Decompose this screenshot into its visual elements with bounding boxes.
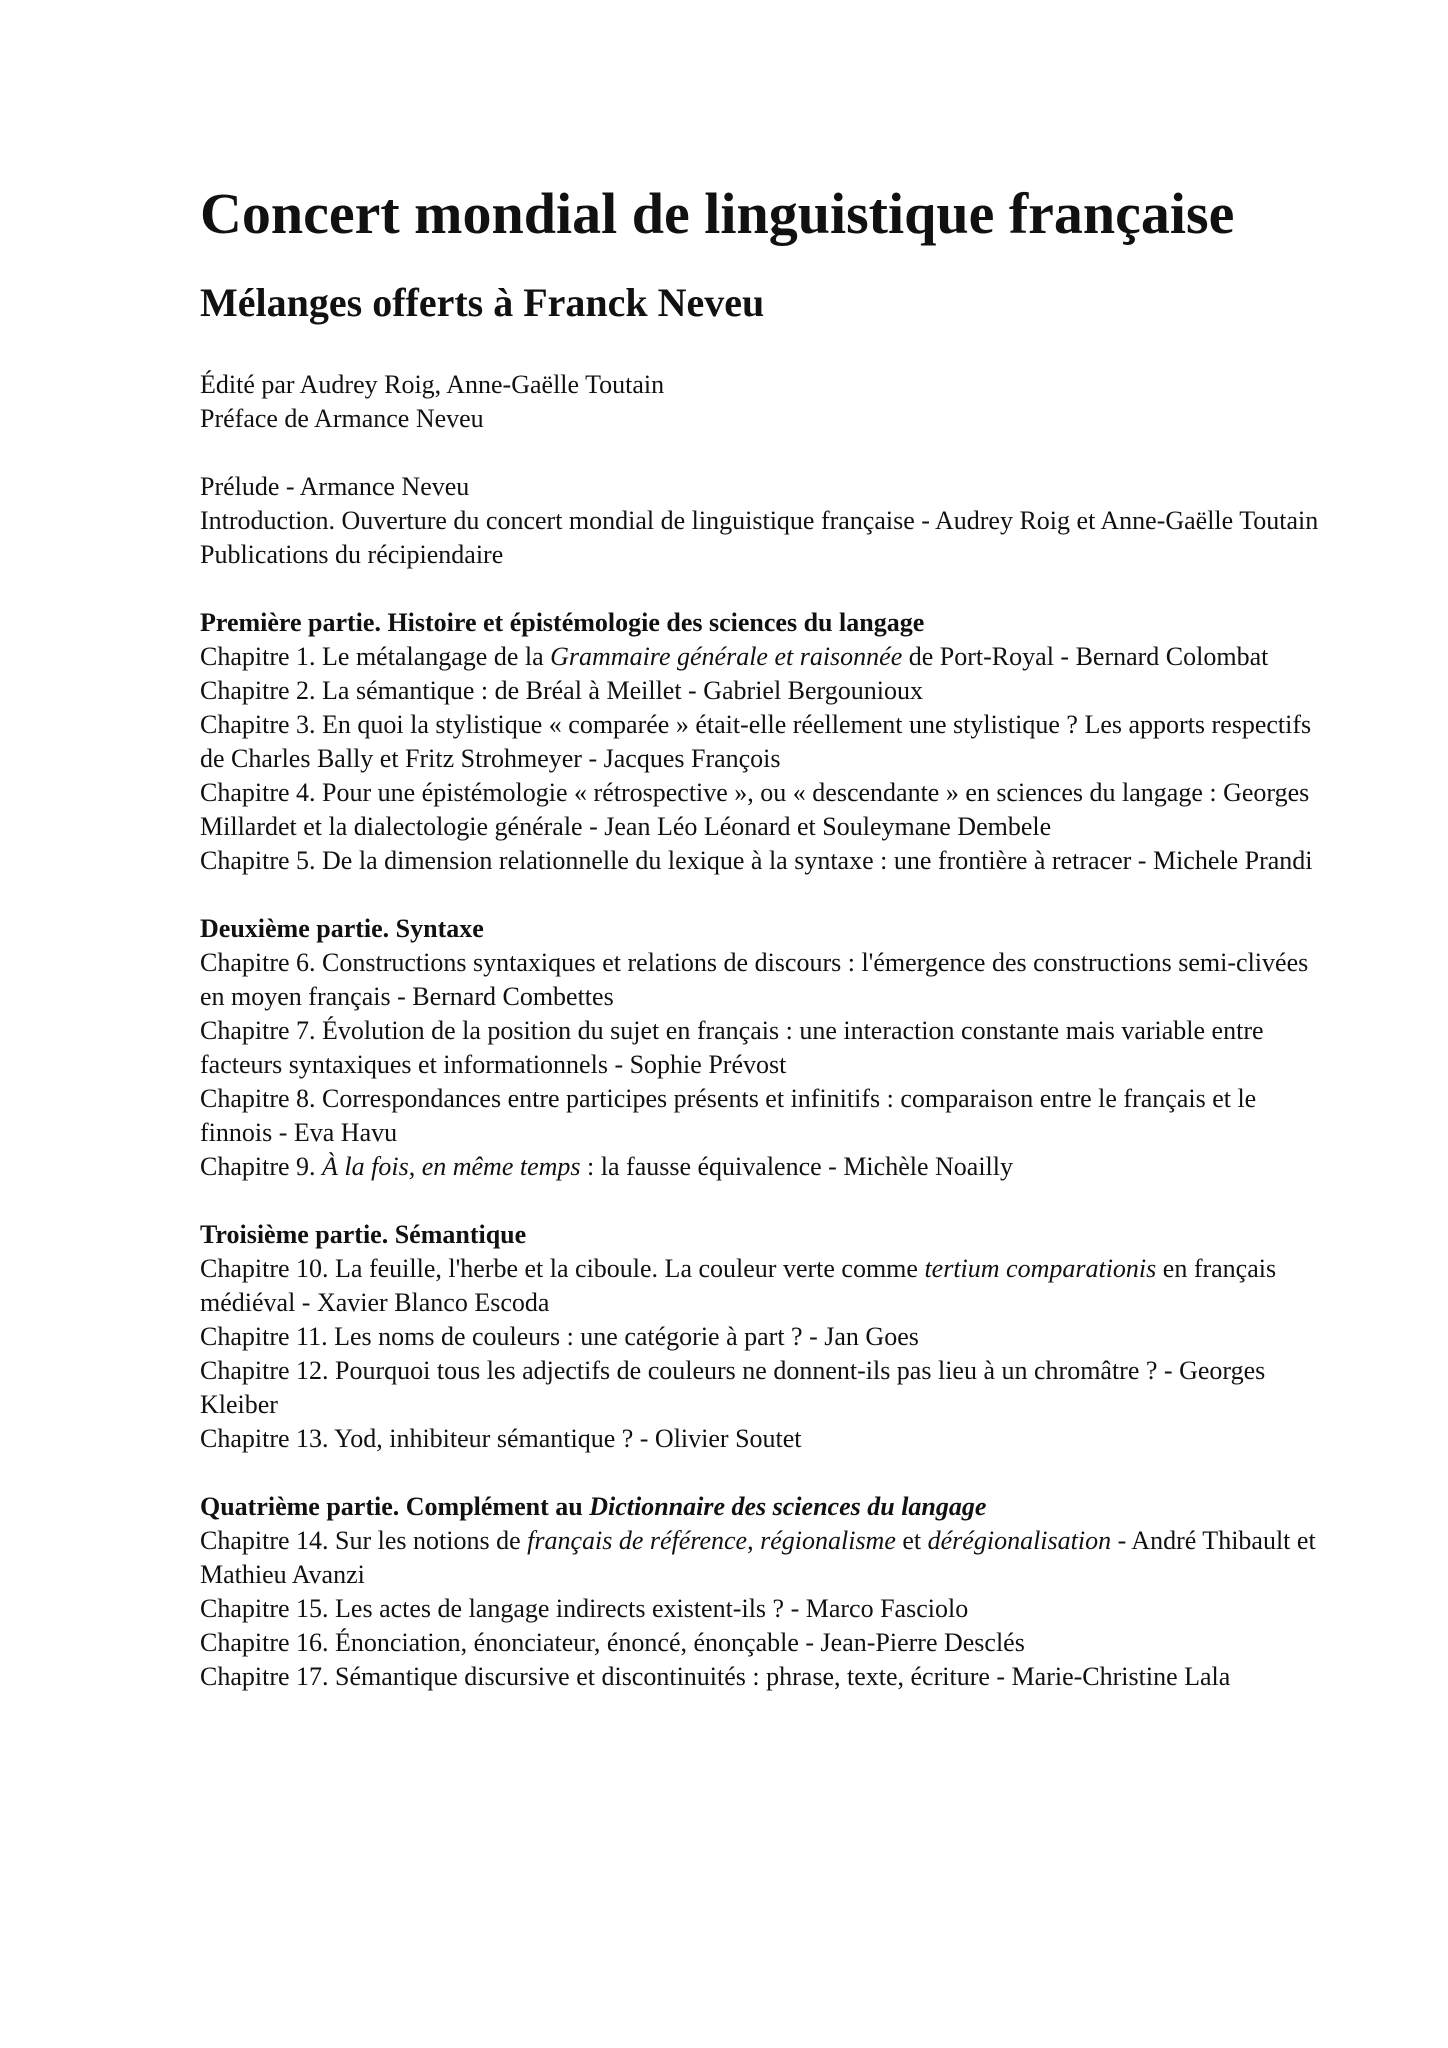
introduction-line: Introduction. Ouverture du concert mondial de linguistique française - Audrey Roig et Anne-Gaëlle Toutain — [200, 505, 1319, 535]
document-title: Concert mondial de linguistique française — [200, 181, 1235, 246]
publications-line: Publications du récipiendaire — [200, 539, 504, 569]
part-1 — [200, 606, 1320, 878]
chapter-entry: Chapitre 11. Les noms de couleurs : une catégorie à part ? - Jan Goes — [200, 1321, 919, 1351]
chapter-entry: Chapitre 10. La feuille, l'herbe et la ciboule. La couleur verte comme tertium comparationis en français médiéval - Xavier Blanco Escoda — [200, 1253, 1277, 1317]
chapter-entry: Chapitre 3. En quoi la stylistique « comparée » était-elle réellement une stylistique ? Les apports respectifs de Charles Bally et Fritz Strohmeyer - Jacques François — [200, 709, 1312, 773]
chapter-entry: Chapitre 16. Énonciation, énonciateur, énoncé, énonçable - Jean-Pierre Desclés — [200, 1627, 1025, 1657]
document-page — [200, 182, 1320, 1694]
part-title: Première partie. Histoire et épistémologie des sciences du langage — [200, 607, 925, 637]
chapter-entry: Chapitre 15. Les actes de langage indirects existent-ils ? - Marco Fasciolo — [200, 1593, 969, 1623]
chapter-entry: Chapitre 4. Pour une épistémologie « rétrospective », ou « descendante » en sciences du langage : Georges Millardet et la dialectologie générale - Jean Léo Léonard et Souleymane Dembele — [200, 777, 1310, 841]
front-matter — [200, 470, 1320, 572]
chapter-entry: Chapitre 5. De la dimension relationnelle du lexique à la syntaxe : une frontière à retracer - Michele Prandi — [200, 845, 1313, 875]
prelude-line: Prélude - Armance Neveu — [200, 471, 470, 501]
preface-line: Préface de Armance Neveu — [200, 403, 484, 433]
part-title: Troisième partie. Sémantique — [200, 1219, 527, 1249]
part-3 — [200, 1218, 1320, 1456]
document-subtitle: Mélanges offerts à Franck Neveu — [200, 279, 765, 325]
chapter-entry: Chapitre 12. Pourquoi tous les adjectifs de couleurs ne donnent-ils pas lieu à un chromâtre ? - Georges Kleiber — [200, 1355, 1266, 1419]
chapter-entry: Chapitre 9. À la fois, en même temps : la fausse équivalence - Michèle Noailly — [200, 1151, 1013, 1181]
part-title: Deuxième partie. Syntaxe — [200, 913, 484, 943]
chapter-entry: Chapitre 1. Le métalangage de la Grammaire générale et raisonnée de Port-Royal - Bernard Colombat — [200, 641, 1269, 671]
chapter-entry: Chapitre 2. La sémantique : de Bréal à Meillet - Gabriel Bergounioux — [200, 675, 923, 705]
part-title: Quatrième partie. Complément au Dictionnaire des sciences du langage — [200, 1491, 987, 1521]
chapter-entry: Chapitre 8. Correspondances entre participes présents et infinitifs : comparaison entre le français et le finnois - Eva Havu — [200, 1083, 1257, 1147]
part-4 — [200, 1490, 1320, 1694]
chapter-entry: Chapitre 14. Sur les notions de français de référence, régionalisme et dérégionalisation - André Thibault et Mathieu Avanzi — [200, 1525, 1316, 1589]
editors-line: Édité par Audrey Roig, Anne-Gaëlle Toutain — [200, 369, 665, 399]
part-2 — [200, 912, 1320, 1184]
chapter-entry: Chapitre 13. Yod, inhibiteur sémantique ? - Olivier Soutet — [200, 1423, 802, 1453]
chapter-entry: Chapitre 17. Sémantique discursive et discontinuités : phrase, texte, écriture - Marie-Christine Lala — [200, 1661, 1231, 1691]
chapter-entry: Chapitre 6. Constructions syntaxiques et relations de discours : l'émergence des constructions semi-clivées en moyen français - Bernard Combettes — [200, 947, 1309, 1011]
chapter-entry: Chapitre 7. Évolution de la position du sujet en français : une interaction constante mais variable entre facteurs syntaxiques et informationnels - Sophie Prévost — [200, 1015, 1264, 1079]
credits — [200, 368, 1320, 436]
